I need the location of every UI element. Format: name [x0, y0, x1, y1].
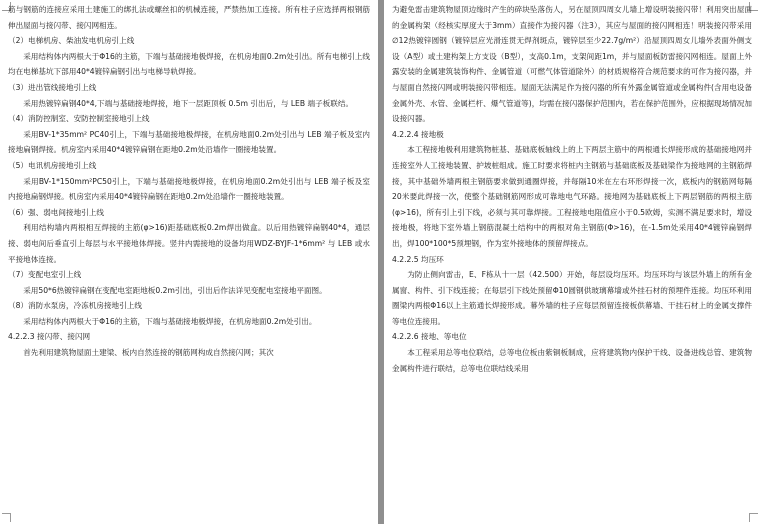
section-heading: 4.2.2.3 接闪带、接闪网 [8, 332, 91, 342]
document-page-right [384, 0, 760, 524]
paragraph: 利用结构墙内两根相互焊接的主筋(φ>16)距基础底板0.2m焊出做盒。以后用热镀锌扁钢40*4，通层接、弱电间后垂直引上每层与水平接地体焊接。竖井内需接地的设备均用WDZ-BYJF-1*6mm² 与 LEB 或水平接地体连接。 [8, 223, 370, 264]
paragraph: 采用BV-1*35mm² PC40引上，下端与基础接地极焊接，在机房地面0.2m处引出与 LEB 端子板及室内接地扁钢焊接。机房室内采用40*4镀锌扁钢在距地0.2m处沿墙作一圈接地装置。 [8, 129, 370, 155]
left-page-text-column [8, 2, 370, 361]
paragraph: 采用热镀锌扁钢40*4,下端与基础接地焊接，地下一层距顶板 0.5m 引出后，与 LEB 端子板联结。 [23, 98, 354, 108]
crop-mark-bottom-left [2, 513, 11, 522]
section-heading: 4.2.2.4 接地极 [392, 129, 444, 139]
paragraph: 采用结构体内两根大于Φ16的主筋，下端与基础接地极焊接，在机房地面0.2m处引出。所有电梯引上线均在电梯基坑下部用40*4镀锌扁钢引出与电梯导轨焊接。 [8, 51, 370, 77]
paragraph: 本工程采用总等电位联结，总等电位板由紫铜板制成，应将建筑物内保护干线、设备进线总管、建筑物金属构件进行联结，总等电位联结线采用 [392, 348, 752, 373]
section-heading: （4）消防控制室、安防控制室接地引上线 [8, 114, 150, 124]
section-heading: 4.2.2.6 接地、等电位 [392, 332, 467, 342]
section-heading: （8）消防水泵房，冷冻机房接地引上线 [8, 301, 142, 311]
section-heading: （2）电梯机房、柴油发电机房引上线 [8, 36, 135, 46]
paragraph: 采用结构体内两根大于Φ16的主筋，下端与基础接地极焊接，在机房地面0.2m处引出。 [23, 316, 317, 326]
section-heading: （6）强、弱电间接地引上线 [8, 207, 104, 217]
document-page-left [0, 0, 378, 524]
paragraph: 为防止侧向雷击，E、F栋从十一层（42.500）开始，每层设均压环。均压环均与该层外墙上的所有金属窗、构件、引下线连接；在每层引下线处预留Φ10圆钢供玻璃幕墙或外挂石材的预埋件连接。均压环利用圈梁内两根Φ16以上主筋通长焊接形成。幕外墙的柱子应每层预留连接板供幕墙、干挂石材上的金属支撑件等电位连接用。 [392, 270, 752, 326]
section-heading: （7）变配电室引上线 [8, 270, 82, 280]
section-heading: （3）进出管线接地引上线 [8, 82, 97, 92]
paragraph: 采用50*6热镀锌扁钢在变配电室距地板0.2m引出，引出后作法详见变配电室接地平面图。 [23, 285, 327, 295]
paragraph: 采用BV-1*150mm²PC50引上，下端与基础接地极焊接，在机房地面0.2m处引出与 LEB 端子板及室内接地扁钢焊接。机房室内采用40*4镀锌扁钢在距地0.2m处沿墙作一圈接地装置。 [8, 176, 370, 202]
paragraph: 本工程接地极利用建筑物桩基、基础底板轴线上的上下两层主筋中的两根通长焊接形成的基础接地网并连接室外人工接地装置、护坡桩组成。施工时要求将桩内主钢筋与基础底板及基础梁作为接地网的主钢筋焊接，其中基础外墙两根主钢筋要求做到通圈焊接，并每隔10米在左右环形焊接一次，底板内的钢筋网每隔20米要此焊接一次，使整个基础钢筋网形成可靠地电气环路。接地网为基础底板上下两层钢筋的两根主筋(φ>16)，所有引上引下线，必须与其可靠焊接。工程接地电阻值应小于0.5欧姆，实测不满足要求时，增设接地极，将地下室外墙上钢筋混凝土结构中的两根对角主钢筋(Φ>16)，在-1.5m处采用40*4镀锌扁钢焊出，焊100*100*5预埋钢，作为室外接地体的预留焊接点。 [392, 145, 752, 248]
continued-paragraph: 为避免雷击建筑物屋顶边缘时产生的碎块坠落伤人，另在屋顶四周女儿墙上增设明装接闪带！利用突出屋面的金属构架（经核实厚度大于3mm）直接作为接闪器（注3），其应与屋面的接闪网相连！明装接闪带采用∅12热镀锌圆钢（镀锌层应光滑连贯无焊剂斑点，镀锌层至少22.7g/m²）沿屋顶四周女儿墙外表面外侧支设（A型）或土建构架上方支设（B型），支高0.1m，支架间距1m，并与屋面板防雷接闪网相连。屋面上外露安装的金属建筑装饰构件、金属管道（可燃气体管道除外）的材质规格符合规范要求的可作为接闪器，并与屋面自然接闪网或明装接闪带相连。屋面无法满足作为接闪器的所有外露金属管道或金属构件(含用电设备金属外壳、水管、金属栏杆、爆气管道等)，均需在接闪器保护范围内，若在保护范围外，应根据现场情况加设接闪器。 [392, 5, 752, 124]
crop-mark-bottom-right [749, 513, 758, 522]
right-page-text-column [392, 2, 752, 376]
paragraph: 首先利用建筑物屋面土建梁、板内自然连接的钢筋网构成自然接闪网；其次 [23, 348, 274, 358]
continued-paragraph: 筋与钢筋的连接应采用土建施工的绑扎法或螺丝扣的机械连接，严禁热加工连接。所有柱子应选择两根钢筋伸出屋面与接闪带、接闪网相连。 [8, 5, 370, 30]
section-heading: （5）电讯机房接地引上线 [8, 160, 97, 170]
section-heading: 4.2.2.5 均压环 [392, 254, 444, 264]
